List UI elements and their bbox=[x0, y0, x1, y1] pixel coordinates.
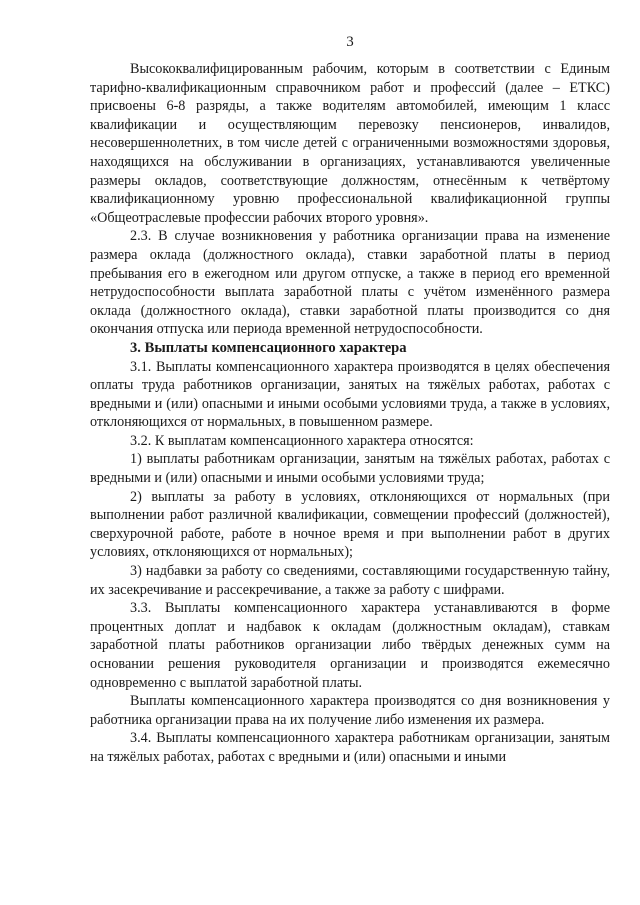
document-body bbox=[90, 60, 610, 767]
paragraph-3-4: 3.4. Выплаты компенсационного характера работникам организации, занятым на тяжёлых работах, работах с вредными и (или) опасными и иными bbox=[90, 730, 610, 765]
paragraph-3-1: 3.1. Выплаты компенсационного характера производятся в целях обеспечения оплаты труда работников организации, занятых на тяжёлых работах, работах с вредными и (или) опасными и иными особыми условиями труда, а также в условиях, отклоняющихся от нормальных, в повышенном размере. bbox=[90, 358, 610, 431]
paragraph-payments-start: Выплаты компенсационного характера производятся со дня возникновения у работника организации права на их получение либо изменения их размера. bbox=[90, 693, 610, 728]
page-number: 3 bbox=[346, 34, 354, 50]
paragraph-qualified-workers: Высококвалифицированным рабочим, которым в соответствии с Единым тарифно-квалификационным справочником работ и профессий (далее – ЕТКС) присвоены 6-8 разряды, а также водителям автомобилей, имеющим 1 класс квалификации и осуществляющим перевозку пенсионеров, инвалидов, несовершеннолетних, в том числе детей с ограниченными возможностями здоровья, находящихся на обслуживании в организациях, устанавливаются увеличенные размеры окладов, соответствующие должностям, отнесённым к четвёртому квалификационному уровню профессиональной квалификационной группы «Общеотраслевые профессии рабочих второго уровня». bbox=[90, 61, 610, 226]
paragraph-3-3: 3.3. Выплаты компенсационного характера устанавливаются в форме процентных доплат и надбавок к окладам (должностным окладам), ставкам заработной платы работников организации либо твёрдых денежных сумм на основании решения руководителя организации и производятся ежемесячно одновременно с выплатой заработной платы. bbox=[90, 600, 610, 691]
list-item-1: 1) выплаты работникам организации, занятым на тяжёлых работах, работах с вредными и (или) опасными и иными особыми условиями труда; bbox=[90, 451, 610, 487]
section-title: 3. Выплаты компенсационного характера bbox=[130, 339, 407, 356]
paragraph-3-2: 3.2. К выплатам компенсационного характера относятся: bbox=[130, 432, 474, 449]
list-item-3: 3) надбавки за работу со сведениями, составляющими государственную тайну, их засекречивание и рассекречивание, а также за работу с шифрами. bbox=[90, 563, 610, 598]
list-item-2: 2) выплаты за работу в условиях, отклоняющихся от нормальных (при выполнении работ различной квалификации, совмещении профессий (должностей), сверхурочной работе, работе в ночное время и при выполнении работ в других условиях, отклоняющихся от нормальных); bbox=[90, 488, 610, 561]
paragraph-2-3: 2.3. В случае возникновения у работника организации права на изменение размера оклада (должностного оклада), ставки заработной платы в период пребывания его в ежегодном или другом отпуске, а также в период его временной нетрудоспособности выплата заработной платы с учётом изменённого размера оклада (должностного оклада), ставки заработной платы производится со дня окончания отпуска или периода временной нетрудоспособности. bbox=[90, 228, 610, 338]
